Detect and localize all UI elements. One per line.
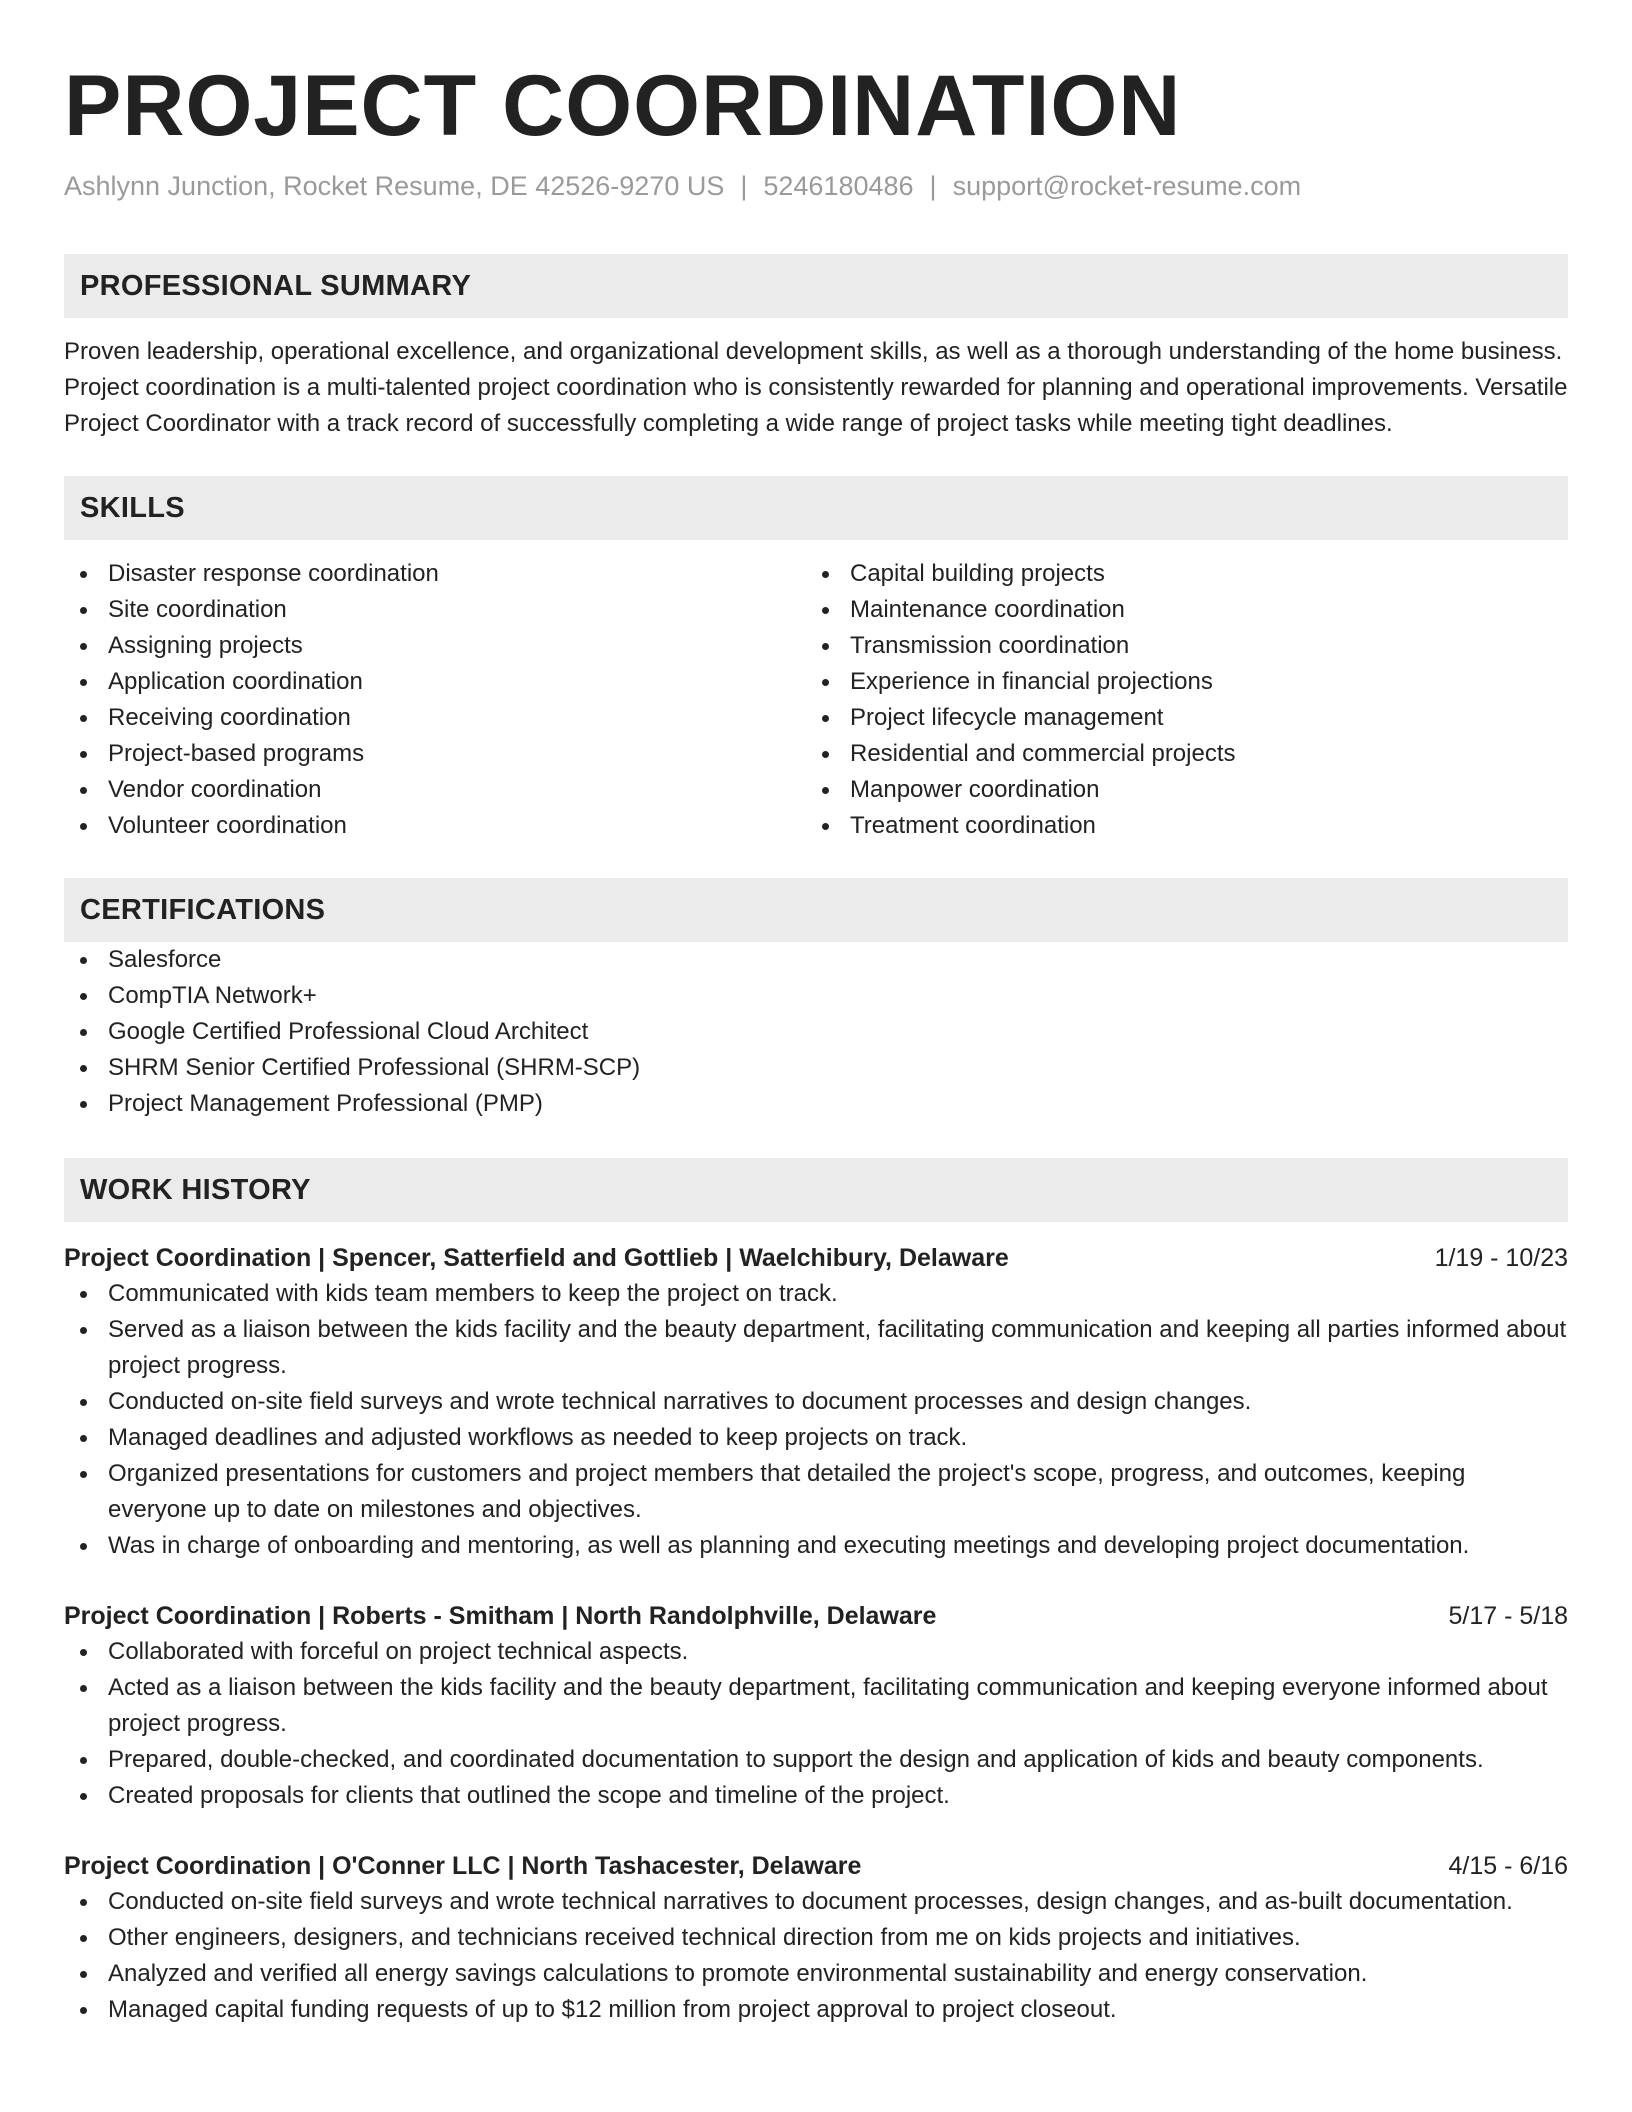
skill-item: Assigning projects [64,628,806,664]
contact-phone: 5246180486 [763,171,914,201]
skill-item: Experience in financial projections [806,664,1548,700]
job-duty-item: Prepared, double-checked, and coordinated documentation to support the design and application of kids and beauty components. [64,1742,1568,1778]
contact-separator: | [740,171,748,201]
skill-item: Manpower coordination [806,772,1548,808]
skill-item: Vendor coordination [64,772,806,808]
certification-item: CompTIA Network+ [64,978,1568,1014]
job-duty-item: Communicated with kids team members to keep the project on track. [64,1276,1568,1312]
job-duty-item: Served as a liaison between the kids facility and the beauty department, facilitating communication and keeping all parties informed about project progress. [64,1312,1568,1384]
job-header [64,1848,1568,1884]
section-header-work-history: WORK HISTORY [64,1158,1568,1222]
skill-item: Residential and commercial projects [806,736,1548,772]
job-duties-list [64,1634,1568,1814]
job-duty-item: Conducted on-site field surveys and wrote technical narratives to document processes, design changes, and as-built documentation. [64,1884,1568,1920]
skill-item: Receiving coordination [64,700,806,736]
job-duty-item: Collaborated with forceful on project technical aspects. [64,1634,1568,1670]
job-dates: 4/15 - 6/16 [1448,1852,1568,1880]
resume-page [64,56,1568,2028]
job-entry [64,1598,1568,1814]
job-duty-item: Acted as a liaison between the kids facility and the beauty department, facilitating communication and keeping everyone informed about project progress. [64,1670,1568,1742]
skill-item: Site coordination [64,592,806,628]
job-title: Project Coordination | O'Conner LLC | North Tashacester, Delaware [64,1852,862,1880]
section-header-skills: SKILLS [64,476,1568,540]
certifications-list [64,942,1568,1122]
job-duty-item: Conducted on-site field surveys and wrote technical narratives to document processes and design changes. [64,1384,1568,1420]
summary-text: Proven leadership, operational excellence, and organizational development skills, as well as a thorough understanding of the home business. Project coordination is a multi-talented project coordination who is consistently rewarded for planning and operational improvements. Versatile Project Coordinator with a track record of successfully completing a wide range of project tasks while meeting tight deadlines. [64,338,1568,437]
contact-email: support@rocket-resume.com [952,171,1302,201]
skill-item: Treatment coordination [806,808,1548,844]
section-header-summary: PROFESSIONAL SUMMARY [64,254,1568,318]
job-duties-list [64,1276,1568,1564]
skill-item: Project lifecycle management [806,700,1548,736]
job-duty-item: Was in charge of onboarding and mentoring, as well as planning and executing meetings and developing project documentation. [64,1528,1568,1564]
skills-grid [64,556,1568,844]
candidate-name: PROJECT COORDINATION [64,58,1182,154]
skills-list-right [806,556,1548,844]
certification-item: Salesforce [64,942,1568,978]
job-duty-item: Created proposals for clients that outlined the scope and timeline of the project. [64,1778,1568,1814]
contact-line [64,168,1568,204]
job-entry [64,1240,1568,1564]
skill-item: Transmission coordination [806,628,1548,664]
job-duty-item: Managed deadlines and adjusted workflows as needed to keep projects on track. [64,1420,1568,1456]
job-header [64,1598,1568,1634]
skill-item: Maintenance coordination [806,592,1548,628]
job-duty-item: Managed capital funding requests of up to $12 million from project approval to project closeout. [64,1992,1568,2028]
skill-item: Volunteer coordination [64,808,806,844]
work-history-list [64,1240,1568,2028]
skill-item: Application coordination [64,664,806,700]
certification-item: Project Management Professional (PMP) [64,1086,1568,1122]
contact-address: Ashlynn Junction, Rocket Resume, DE 42526-9270 US [64,171,725,201]
skill-item: Project-based programs [64,736,806,772]
skills-column-right [806,556,1548,844]
certification-item: SHRM Senior Certified Professional (SHRM-SCP) [64,1050,1568,1086]
job-title: Project Coordination | Roberts - Smitham | North Randolphville, Delaware [64,1602,937,1630]
job-duty-item: Analyzed and verified all energy savings calculations to promote environmental sustainability and energy conservation. [64,1956,1568,1992]
section-header-certifications: CERTIFICATIONS [64,878,1568,942]
skills-column-left [64,556,806,844]
job-duty-item: Organized presentations for customers and project members that detailed the project's scope, progress, and outcomes, keeping everyone up to date on milestones and objectives. [64,1456,1568,1528]
contact-separator: | [929,171,937,201]
skill-item: Disaster response coordination [64,556,806,592]
job-dates: 5/17 - 5/18 [1448,1602,1568,1630]
job-entry [64,1848,1568,2028]
job-dates: 1/19 - 10/23 [1434,1244,1568,1272]
skill-item: Capital building projects [806,556,1548,592]
certification-item: Google Certified Professional Cloud Architect [64,1014,1568,1050]
job-title: Project Coordination | Spencer, Satterfield and Gottlieb | Waelchibury, Delaware [64,1244,1009,1272]
job-header [64,1240,1568,1276]
skills-list-left [64,556,806,844]
job-duty-item: Other engineers, designers, and technicians received technical direction from me on kids projects and initiatives. [64,1920,1568,1956]
job-duties-list [64,1884,1568,2028]
